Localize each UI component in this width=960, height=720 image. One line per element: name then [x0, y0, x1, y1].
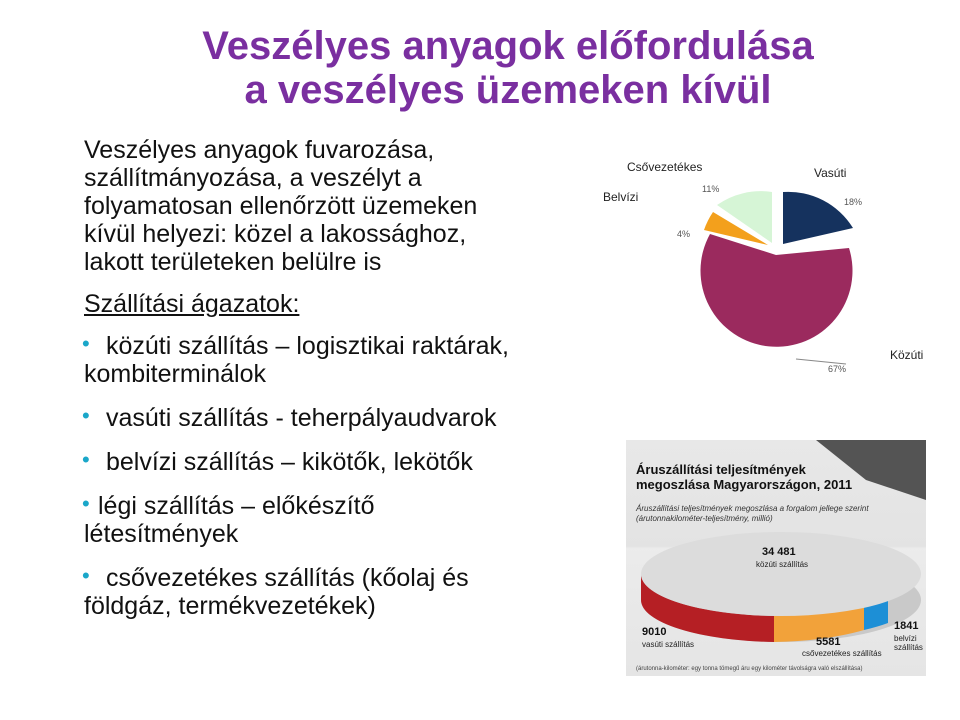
bullet-rail — [84, 404, 604, 432]
pie-label-inland: Belvízi — [603, 190, 639, 204]
intro-line-5: lakott területeken belülre is — [84, 248, 382, 276]
pie-pct-inland: 4% — [677, 229, 691, 239]
bullet-line-2: létesítmények — [84, 520, 239, 548]
infographic-subtitle-line-2: (árutonnakilométer-teljesítmény, millió) — [636, 514, 773, 523]
infographic-title-line-1: Áruszállítási teljesítmények — [636, 462, 806, 477]
bullet-dot-icon: • — [82, 331, 90, 356]
pie-pct-rail: 18% — [844, 197, 863, 207]
freight-infographic-image — [626, 440, 926, 676]
bullet-line-2: kombiterminálok — [84, 360, 267, 388]
inland-caption — [894, 634, 923, 652]
slide-body — [84, 136, 604, 636]
bullet-dot-icon: • — [82, 563, 90, 588]
bullet-line-1: közúti szállítás – logisztikai raktárak, — [106, 332, 509, 360]
inland-value: 1841 — [894, 620, 919, 632]
slide-title — [0, 24, 960, 112]
infographic-subtitle — [636, 504, 869, 524]
bullet-pipeline — [84, 564, 604, 620]
rail-value: 9010 — [642, 626, 667, 638]
bullet-dot-icon: • — [82, 403, 90, 428]
infographic-title-line-2: megoszlása Magyarországon, 2011 — [636, 477, 853, 492]
bullet-line-2: földgáz, termékvezetékek) — [84, 592, 376, 620]
bullet-inland — [84, 448, 604, 476]
bullet-dot-icon: • — [82, 491, 90, 516]
bullet-line-1: belvízi szállítás – kikötők, lekötők — [106, 448, 473, 476]
intro-line-1: Veszélyes anyagok fuvarozása, — [84, 136, 435, 164]
intro-line-2: szállítmányozása, a veszélyt a — [84, 164, 422, 192]
bullet-line-1: vasúti szállítás - teherpályaudvarok — [106, 404, 497, 432]
pie-pct-pipeline: 11% — [702, 184, 720, 194]
bullet-line-1: csővezetékes szállítás (kőolaj és — [106, 564, 469, 592]
infographic-title — [636, 462, 852, 492]
pipeline-value: 5581 — [816, 636, 841, 648]
pie-label-pipeline: Csővezetékes — [627, 160, 703, 174]
sectors-heading: Szállítási ágazatok: — [84, 290, 300, 318]
transport-share-pie — [600, 150, 950, 390]
pie-label-road: Közúti — [890, 348, 924, 362]
bullet-dot-icon: • — [82, 447, 90, 472]
title-line-1: Veszélyes anyagok előfordulása — [202, 24, 814, 68]
pie3d-top — [641, 532, 921, 616]
inland-caption-line-1: belvízi — [894, 634, 917, 643]
bullet-air — [84, 492, 604, 548]
rail-caption: vasúti szállítás — [642, 640, 695, 649]
intro-line-4: kívül helyezi: közel a lakossághoz, — [84, 220, 467, 248]
pie-pct-road: 67% — [828, 364, 847, 374]
intro-paragraph — [84, 136, 604, 276]
infographic-footnote: (árutonna-kilométer: egy tonna tömegű áru egy kilométer távolságra való elszállítása) — [636, 666, 863, 672]
title-line-2: a veszélyes üzemeken kívül — [244, 68, 772, 112]
bullet-line-1: légi szállítás – előkészítő — [98, 492, 375, 520]
infographic-subtitle-line-1: Áruszállítási teljesítmények megoszlása a forgalom jellege szerint — [636, 504, 869, 513]
inland-caption-line-2: szállítás — [894, 643, 923, 652]
road-value: 34 481 — [762, 546, 796, 558]
road-caption: közúti szállítás — [756, 560, 809, 569]
pipeline-caption: csővezetékes szállítás — [802, 649, 882, 658]
pie-slice-road — [700, 234, 852, 347]
pie-label-rail: Vasúti — [814, 166, 847, 180]
intro-line-3: folyamatosan ellenőrzött üzemeken — [84, 192, 478, 220]
pie-slice-rail — [783, 192, 853, 244]
bullet-road — [84, 332, 604, 388]
